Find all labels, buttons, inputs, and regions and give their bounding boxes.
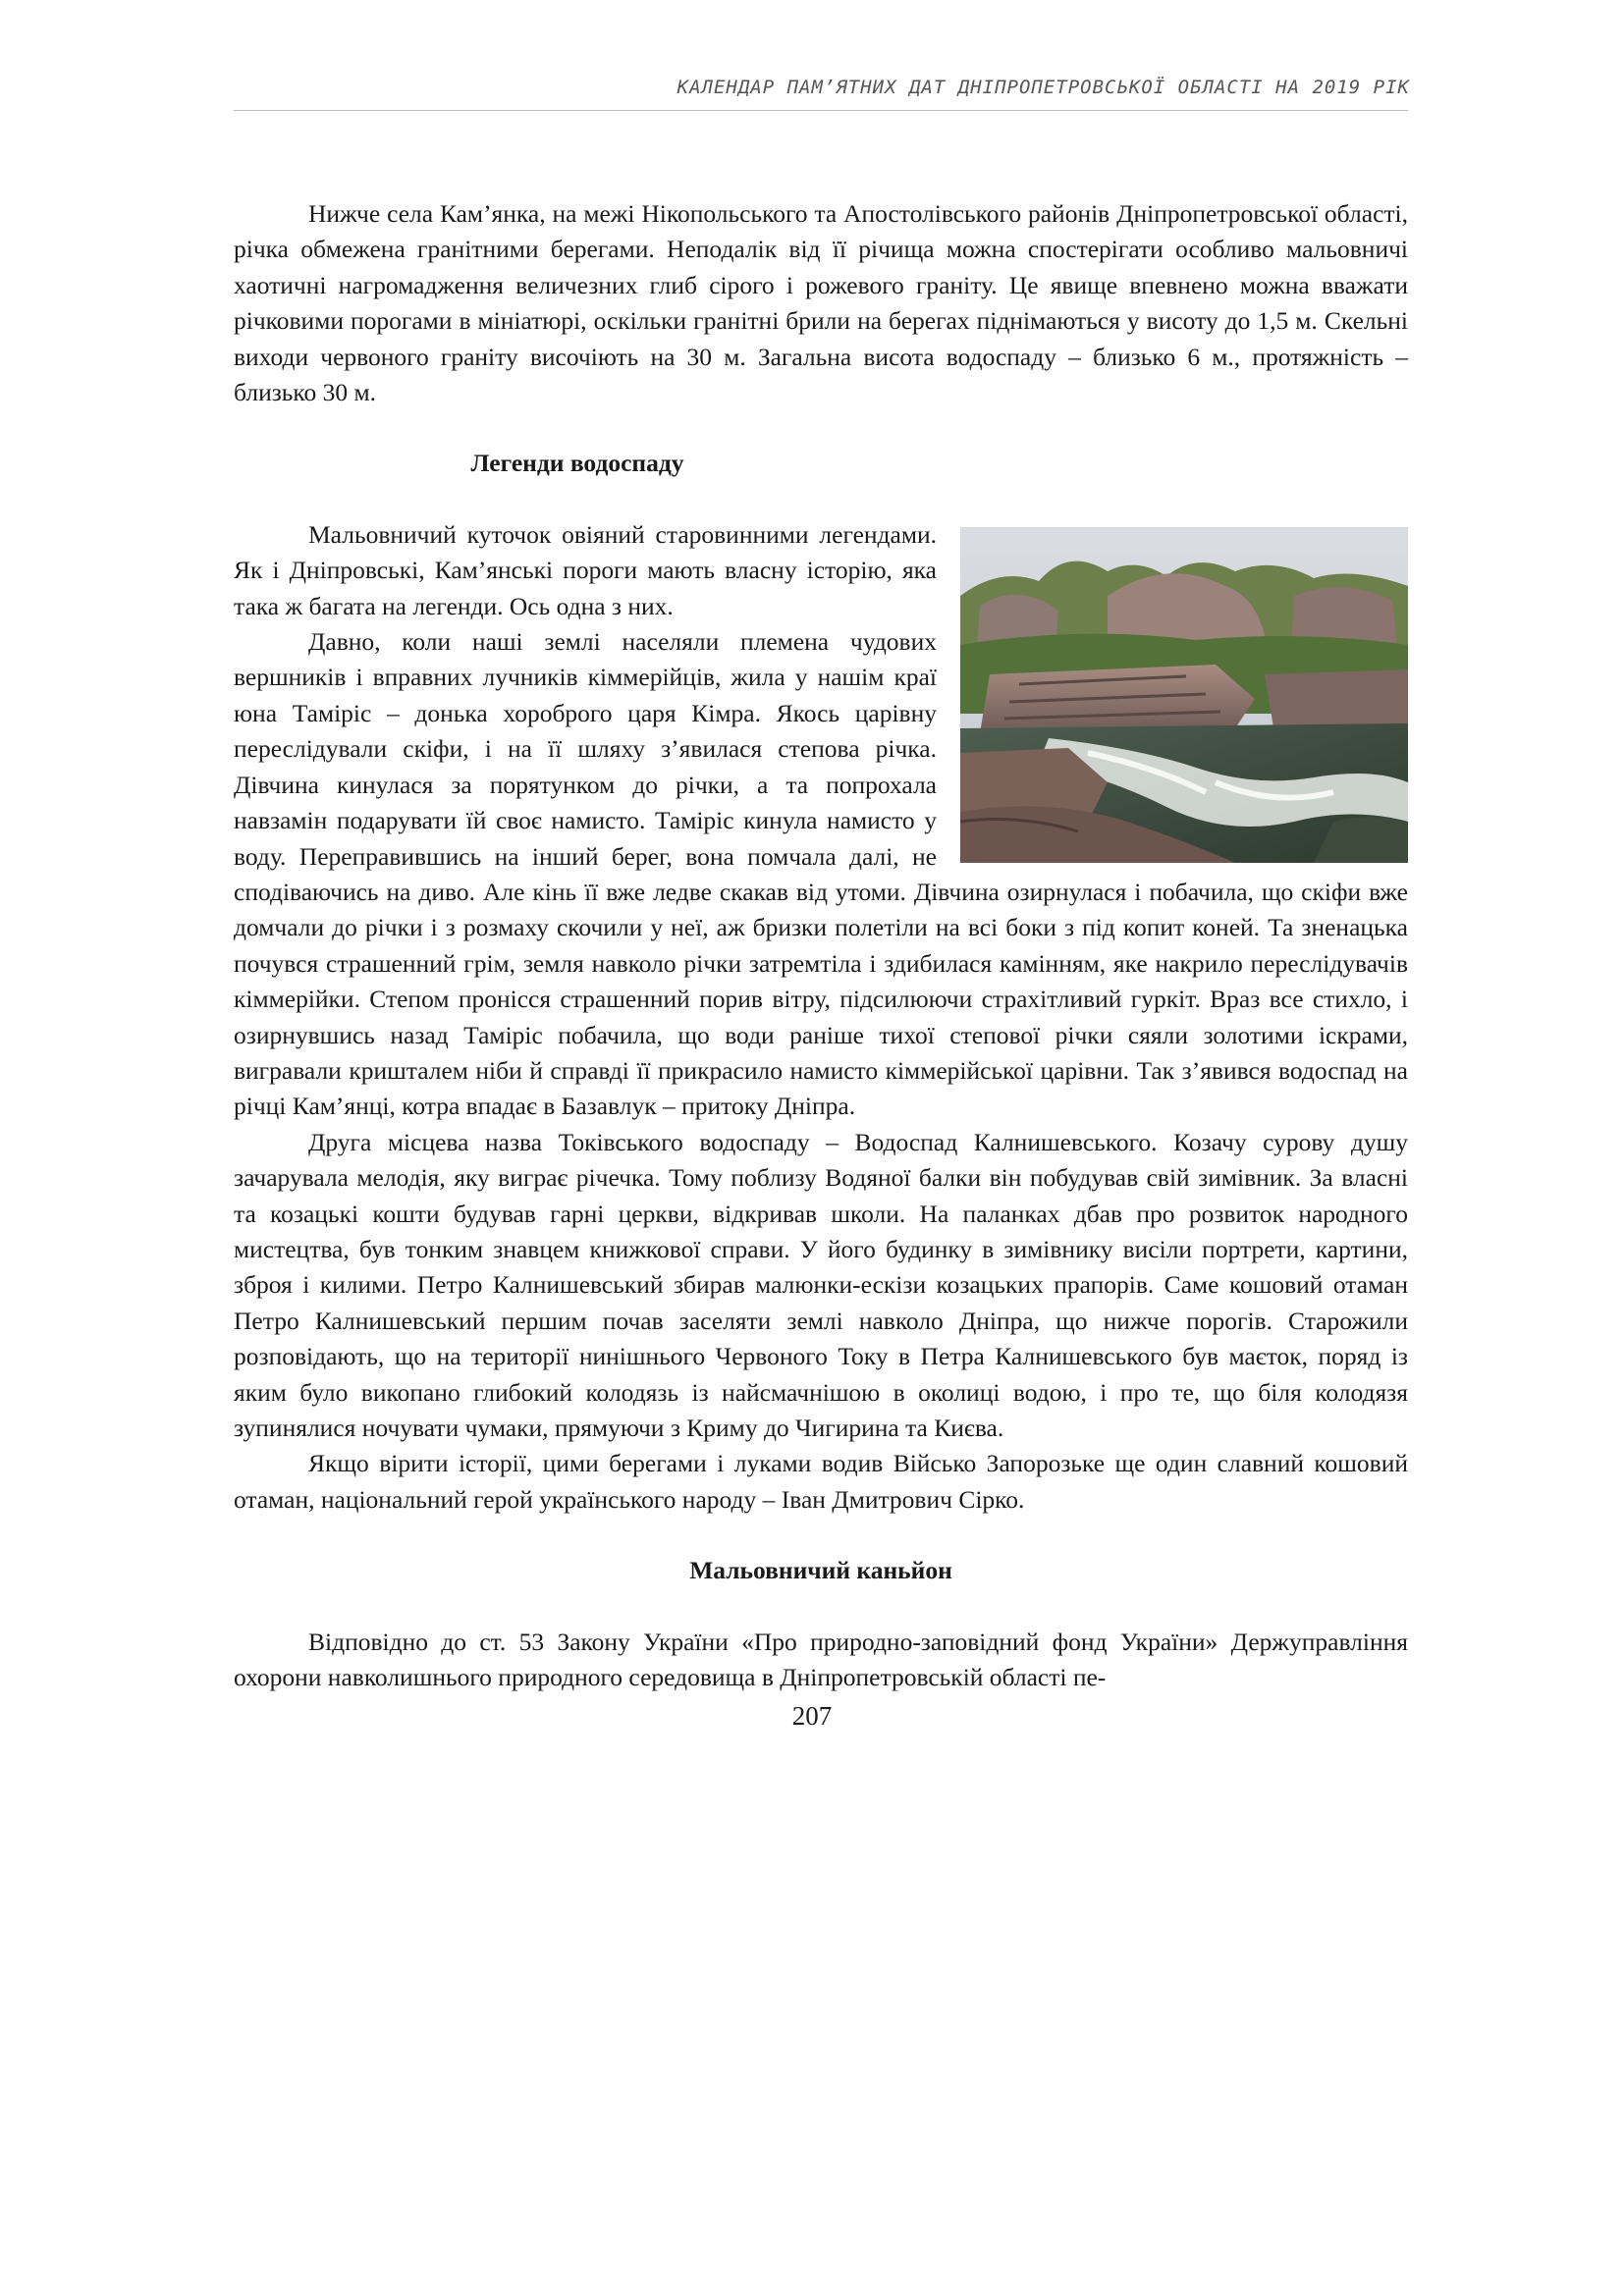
running-header: КАЛЕНДАР ПАМ’ЯТНИХ ДАТ ДНІПРОПЕТРОВСЬКОЇ ОБЛАСТІ НА 2019 РІК — [677, 77, 1410, 98]
section-heading-legends: Легенди водоспаду — [470, 449, 684, 478]
canyon-paragraph-1: Відповідно до ст. 53 Закону України «Про природно-заповідний фонд України» Держуправління охорони навколишнього природного середовища в Дніпропетровській області пе- — [234, 1627, 1408, 1692]
intro-paragraph: Нижче села Кам’янка, на межі Нікопольського та Апостолівського районів Дніпропетровської області, річка обмежена гранітними берегами. Неподалік від її річища можна спостерігати особливо мальовничі хаотичні нагромадження величезних глиб сірого і рожевого граніту. Це явище впевнено можна вважати річковими порогами в мініатюрі, оскільки гранітні брили на берегах піднімаються у висоту до 1,5 м. Скельні виходи червоного граніту височіють на 30 м. Загальна висота водоспаду – близько 6 м., протяжність – близько 30 м. — [234, 199, 1408, 407]
header-rule — [234, 110, 1408, 111]
section-heading-canyon: Мальовничий каньйон — [689, 1556, 952, 1585]
legends-paragraph-4: Якщо вірити історії, цими берегами і луками водив Військо Запорозьке ще один славний кошовий отаман, національний герой українського народу – Іван Дмитрович Сірко. — [234, 1449, 1408, 1514]
legends-paragraph-1: Мальовничий куточок овіяний старовинними легендами. Як і Дніпровські, Кам’янські пороги мають власну історію, яка така ж багата на легенди. Ось одна з них. — [234, 519, 937, 620]
legends-paragraph-2: Давно, коли наші землі населяли племена чудових вершників і вправних лучників кіммерійців, жила у нашім краї юна Таміріс – донька хороброго царя Кімра. Якось царівну переслідували скіфи, і на її шляху з’явилася степова річка. Дівчина кинулася за порятунком до річки, а та попрохала навзамін подарувати їй своє намисто. Таміріс кинула намисто у воду. Переправившись на інший берег, вона помчала далі, не сподіваючись на диво. Але кінь її вже ледве скакав від утоми. Дівчина озирнулася і побачила, що скіфи вже домчали до річки і з розмаху скочили у неї, аж бризки полетіли на всі боки з під копит коней. Та зненацька почувся страшенний грім, земля навколо річки затремтіла і здибилася камінням, яке накрило переслідувачів кіммерійки. Степом пронісся страшенний порив вітру, підсилюючи страхітливий гуркіт. Враз все стихло, і озирнувшись назад Таміріс побачила, що води раніше тихої степової річки сяяли золотими іскрами, вигравали кришталем ніби й справді її прикрасило намисто кіммерійської царівни. Так з’явився водоспад на річці Кам’янці, котра впадає в Базавлук – притоку Дніпра. — [234, 627, 1408, 1121]
waterfall-photo-icon — [960, 527, 1408, 863]
page-body — [234, 196, 1408, 1695]
waterfall-photo — [960, 527, 1408, 863]
legends-paragraph-3: Друга місцева назва Токівського водоспаду – Водоспад Калнишевського. Козачу сурову душу зачарувала мелодія, яку виграє річечка. Тому поблизу Водяної балки він побудував свій зимівник. За власні та козацькі кошти будував гарні церкви, відкривав школи. На паланках дбав про розвиток народного мистецтва, був тонким знавцем книжкової справи. У його будинку в зимівнику висіли портрети, картини, зброя і килими. Петро Калнишевський збирав малюнки-ескізи козацьких прапорів. Саме кошовий отаман Петро Калнишевський першим почав заселяти землі навколо Дніпра, що нижче порогів. Старожили розповідають, що на території нинішнього Червоного Току в Петра Калнишевського був маєток, поряд із яким було викопано глибокий колодязь із найсмачнішою в околиці водою, і про те, що біля колодязя зупинялися ночувати чумаки, прямуючи з Криму до Чигирина та Києва. — [234, 1127, 1408, 1442]
page-number: 207 — [791, 1701, 833, 1731]
